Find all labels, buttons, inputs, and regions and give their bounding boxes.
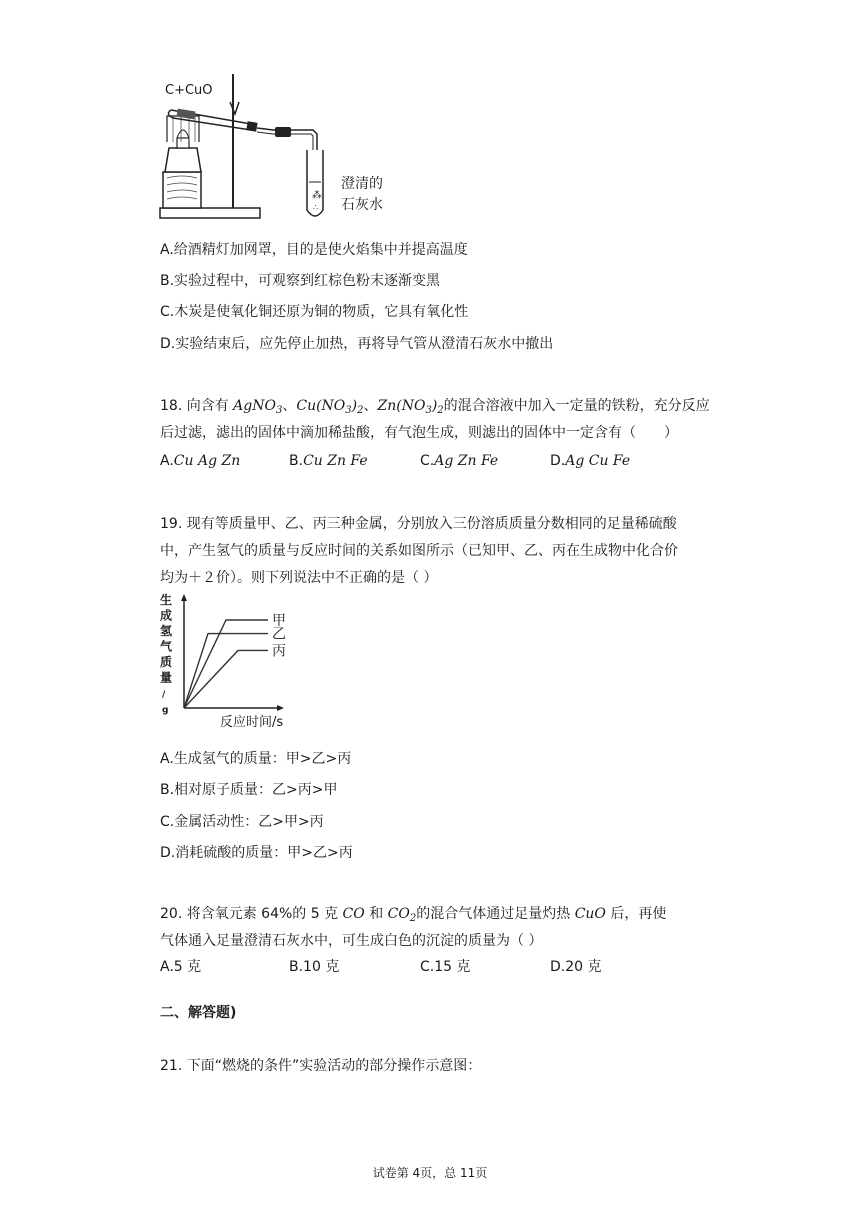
q18-option-d: D.Ag Cu Fe <box>550 453 631 469</box>
q17-option-b: B.实验过程中，可观察到红棕色粉末逐渐变黑 <box>160 273 441 289</box>
series-label-1: 甲 <box>272 613 286 629</box>
series-label-2: 乙 <box>272 626 286 643</box>
svg-text:⁂: ⁂ <box>312 190 322 201</box>
stand-base <box>160 208 260 218</box>
chart-y-label <box>160 592 173 716</box>
limewater-label-1: 澄清的 <box>341 176 383 192</box>
hydrogen-chart <box>158 590 288 732</box>
q19-option-c: C.金属活动性：乙>甲>丙 <box>160 814 324 830</box>
q20-option-b: B.10 克 <box>289 959 340 975</box>
section-heading: 二、解答题) <box>160 1005 237 1021</box>
svg-text:生: 生 <box>160 593 173 607</box>
q20-option-c: C.15 克 <box>420 959 471 975</box>
svg-text:量: 量 <box>160 670 173 685</box>
svg-text:氢: 氢 <box>160 624 173 638</box>
q19-option-a: A.生成氢气的质量：甲>乙>丙 <box>160 751 352 767</box>
svg-text:成: 成 <box>160 608 173 623</box>
limewater-label-2: 石灰水 <box>341 197 383 213</box>
svg-text:/: / <box>162 690 166 700</box>
series-line-3 <box>184 650 268 708</box>
q17-option-d: D.实验结束后，应先停止加热，再将导气管从澄清石灰水中撤出 <box>160 336 554 352</box>
q17-option-c: C.木炭是使氧化铜还原为铜的物质，它具有氧化性 <box>160 304 469 320</box>
svg-text:气: 气 <box>160 639 173 654</box>
apparatus-figure <box>155 72 415 232</box>
formula-cuno32: $Cu(NO_3)_2$ <box>296 398 364 416</box>
q18-option-a: A.Cu Ag Zn <box>160 453 241 469</box>
q17-option-a: A.给酒精灯加网罩，目的是使火焰集中并提高温度 <box>160 242 468 258</box>
q20-option-d: D.20 克 <box>550 959 602 975</box>
series-line-2 <box>184 634 268 708</box>
formula-agno3: AgNO$_3$ <box>233 398 283 416</box>
series-label-3: 丙 <box>272 643 286 660</box>
q19-option-d: D.消耗硫酸的质量：甲>乙>丙 <box>160 845 353 861</box>
svg-text:质: 质 <box>160 655 173 669</box>
q21-stem: 21. 下面“燃烧的条件”实验活动的部分操作示意图： <box>160 1058 482 1074</box>
q18-stem-line1: 18. 向含有 AgNO$_3$、$Cu(NO_3)_2$、$Zn(NO_3)_2$的混合溶液中加入一定量的铁粉，充分反应 <box>160 398 710 416</box>
q20-stem: 20. 将含氧元素 64%的 5 克 CO 和 $CO_2$的混合气体通过足量灼热 CuO 后，再使气体通入足量澄清石灰水中，可生成白色的沉淀的质量为（ ） <box>160 906 667 949</box>
q19-stem: 19. 现有等质量甲、乙、丙三种金属，分别放入三份溶质质量分数相同的足量稀硫酸中，产生氢气的质量与反应时间的关系如图所示（已知甲、乙、丙在生成物中化合价均为＋２价）。则下列说法中不正确的是（ ） <box>160 516 678 586</box>
clamp <box>230 102 239 114</box>
q19-option-b: B.相对原子质量：乙>丙>甲 <box>160 782 338 798</box>
reactant-label: C+CuO <box>165 83 213 98</box>
q18-option-c: C.Ag Zn Fe <box>420 453 499 469</box>
page-footer: 试卷第 4页，总 11页 <box>372 1166 488 1180</box>
svg-text:g: g <box>162 705 169 716</box>
alcohol-lamp <box>165 148 201 172</box>
chart-x-label: 反应时间/s <box>220 715 284 730</box>
stopper <box>246 121 257 131</box>
q20-option-a: A.5 克 <box>160 959 202 975</box>
formula-znno32: $Zn(NO_3)_2$ <box>377 398 444 416</box>
q18-option-b: B.Cu Zn Fe <box>289 453 368 469</box>
svg-text:∴: ∴ <box>313 203 319 212</box>
q18-stem-line2: 后过滤，滤出的固体中滴加稀盐酸，有气泡生成，则滤出的固体中一定含有（ ） <box>160 425 678 441</box>
